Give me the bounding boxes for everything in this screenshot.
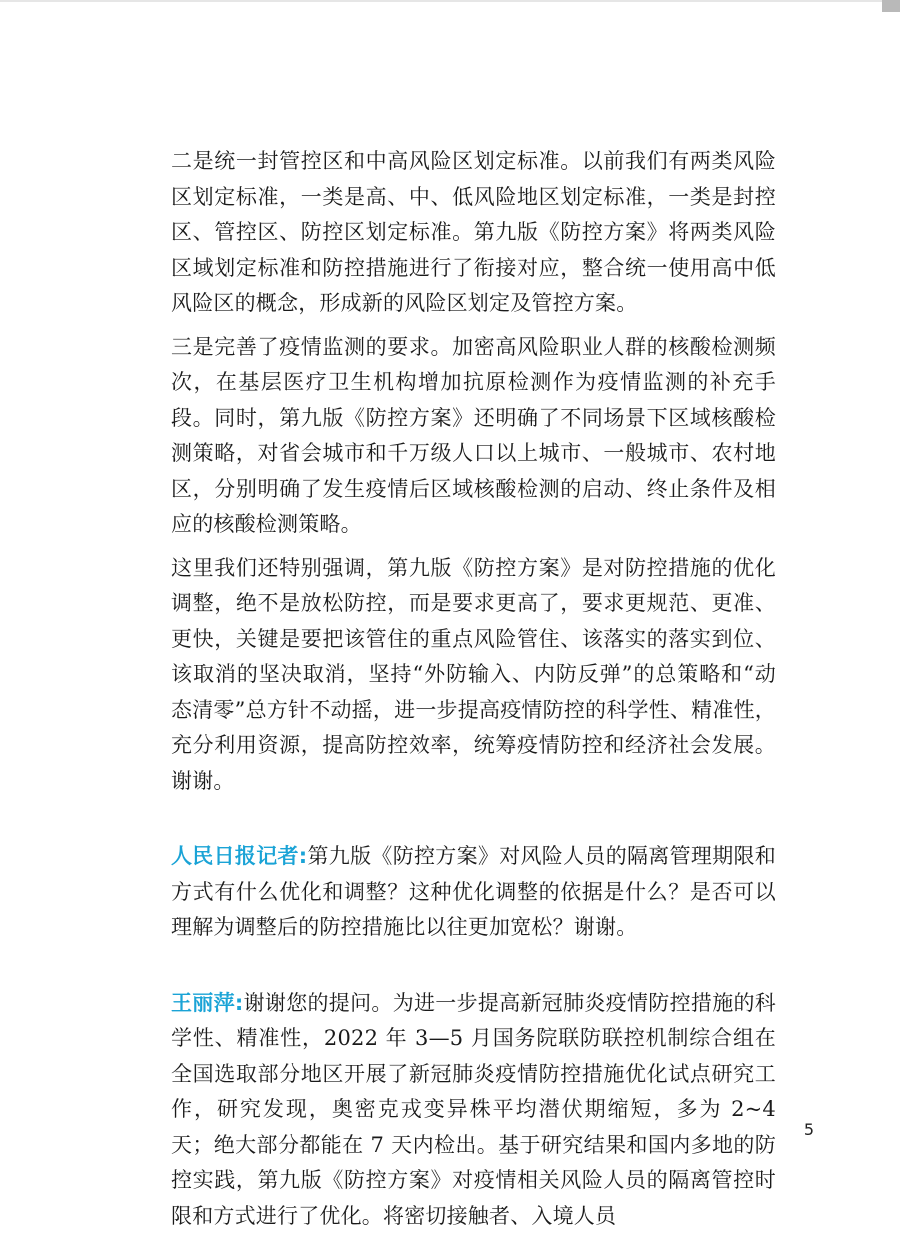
- qa-answer: [171, 986, 776, 1234]
- paragraph-emphasis-statement: 这里我们还特别强调，第九版《防控方案》是对防控措施的优化调整，绝不是放松防控，而是要求更高了，要求更规范、更准、更快，关键是要把该管住的重点风险管住、该落实的落实到位、该取消的坚决取消，坚持“外防输入、内防反弹”的总策略和“动态清零”总方针不动摇，进一步提高疫情防控的科学性、精准性，充分利用资源，提高防控效率，统筹疫情防控和经济社会发展。谢谢。: [171, 555, 776, 793]
- speaker-label: 人民日报记者:: [171, 844, 308, 868]
- paragraph-epidemic-monitoring: 三是完善了疫情监测的要求。加密高风险职业人群的核酸检测频次，在基层医疗卫生机构增加抗原检测作为疫情监测的补充手段。同时，第九版《防控方案》还明确了不同场景下区域核酸检测策略，对省会城市和千万级人口以上城市、一般城市、农村地区，分别明确了发生疫情后区域核酸检测的启动、终止条件及相应的核酸检测策略。: [171, 334, 776, 536]
- page-corner-marker: [882, 0, 900, 12]
- paragraph-risk-zone-standards: 二是统一封管控区和中高风险区划定标准。以前我们有两类风险区划定标准，一类是高、中、低风险地区划定标准，一类是封控区、管控区、防控区划定标准。第九版《防控方案》将两类风险区域划定标准和防控措施进行了衔接对应，整合统一使用高中低风险区的概念，形成新的风险区划定及管控方案。: [171, 149, 776, 315]
- answer-text: 谢谢您的提问。为进一步提高新冠肺炎疫情防控措施的科学性、精准性，2022 年 3—5 月国务院联防联控机制综合组在全国选取部分地区开展了新冠肺炎疫情防控措施优化试点研究工作，研究发现，奥密克戎变异株平均潜伏期缩短，多为 2~4 天；绝大部分都能在 7 天内检出。基于研究结果和国内多地的防控实践，第九版《防控方案》对疫情相关风险人员的隔离管控时限和方式进行了优化。将密切接触者、入境人员: [171, 990, 776, 1228]
- question-text: 第九版《防控方案》对风险人员的隔离管理期限和方式有什么优化和调整？这种优化调整的依据是什么？是否可以理解为调整后的防控措施比以往更加宽松？谢谢。: [171, 844, 776, 939]
- page-number: 5: [803, 1120, 814, 1139]
- document-body: [171, 144, 776, 1234]
- qa-question: [171, 839, 776, 946]
- speaker-label: 王丽萍:: [171, 990, 244, 1015]
- page-top-edge: [0, 0, 900, 2]
